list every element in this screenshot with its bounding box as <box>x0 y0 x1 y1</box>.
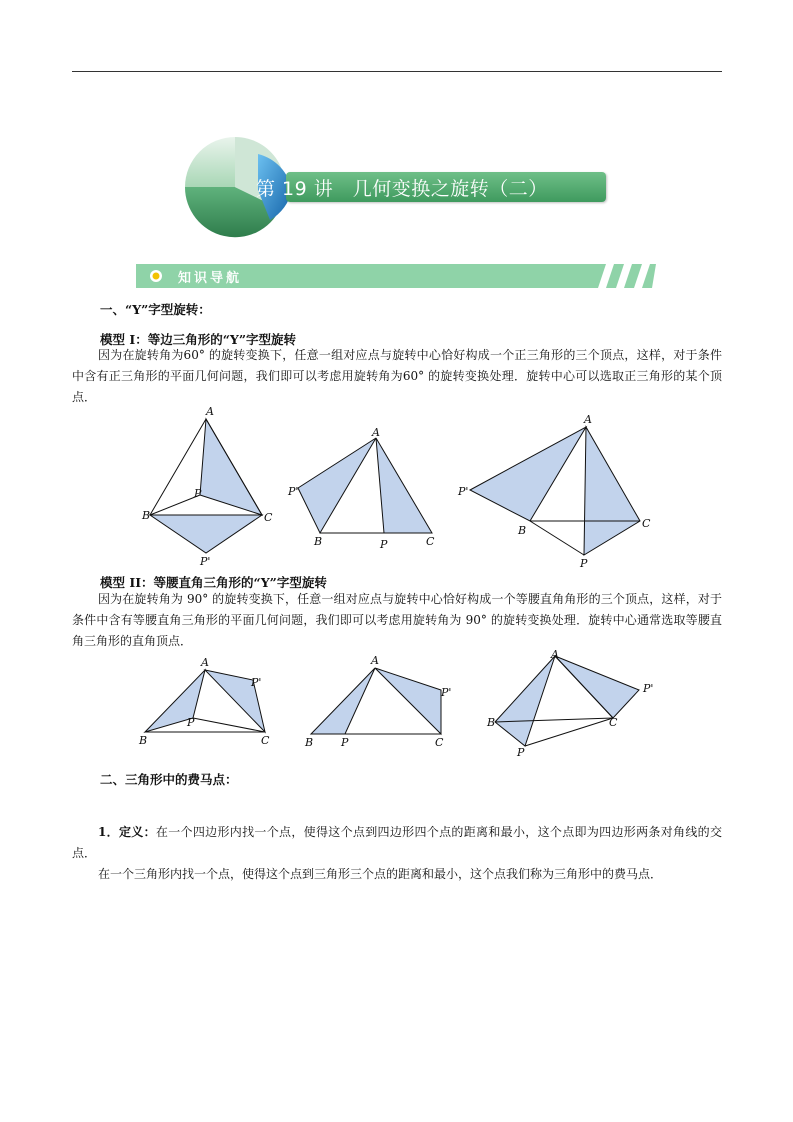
label-B: B <box>518 524 527 537</box>
label-C: C <box>261 734 270 747</box>
label-P: P <box>341 736 349 749</box>
section-title: 知识导航 <box>178 271 243 286</box>
part2-heading: 二、三角形中的费马点： <box>100 772 238 787</box>
model2-text: 因为在旋转角为 90° 的旋转变换下，任意一组对应点与旋转中心恰好构成一个等腰直角角形的三个顶点，这样，对于条件中含有等腰直角三角形的平面几何问题，我们即可以考虑用旋转角为 90° 的旋转变换处理．旋转中心通常选取等腰直角三角形的直角顶点． <box>72 592 722 648</box>
def-text: 在一个四边形内找一个点，使得这个点到四边形四个点的距离和最小，这个点即为四边形两条对角线的交点． <box>72 825 722 860</box>
model1-text: 因为在旋转角为60° 的旋转变换下，任意一组对应点与旋转中心恰好构成一个正三角形的三个顶点，这样，对于条件中含有正三角形的平面几何问题，我们即可以考虑用旋转角为60° 的旋转变换处理．旋转中心可以选取正三角形的某个顶点． <box>72 348 722 404</box>
label-P: P <box>187 716 195 729</box>
model1-figure-3 <box>457 413 651 570</box>
fermat-definition: 1．定义：在一个四边形内找一个点，使得这个点到四边形四个点的距离和最小，这个点即为四边形两条对角线的交点． <box>72 825 722 860</box>
label-Pp: P' <box>288 485 299 498</box>
label-A: A <box>201 656 209 669</box>
def-label: 定义： <box>118 825 156 839</box>
model1-figures <box>140 405 660 570</box>
model2-figure-3 <box>486 650 653 759</box>
chapter-header <box>180 132 610 242</box>
model2-figure-2 <box>304 654 451 749</box>
label-C: C <box>264 511 273 524</box>
label-Pp: P' <box>441 686 452 699</box>
label-B: B <box>487 716 496 729</box>
label-A: A <box>584 413 592 426</box>
label-B: B <box>305 736 314 749</box>
label-B: B <box>314 535 323 548</box>
def-number: 1 <box>98 825 107 839</box>
label-C: C <box>426 535 435 548</box>
fermat-definition-2: 在一个三角形内找一个点，使得这个点到三角形三个点的距离和最小，这个点我们称为三角形中的费马点． <box>98 867 663 881</box>
label-C: C <box>642 517 651 530</box>
model2-heading: 模型 II：等腰直角三角形的“Y”字型旋转 <box>100 575 327 590</box>
model1-heading: 模型 I：等边三角形的“Y”字型旋转 <box>100 332 297 347</box>
label-P: P <box>580 557 588 570</box>
section-banner <box>136 264 656 288</box>
label-Pp: P' <box>643 682 654 695</box>
model1-figure-2 <box>287 426 435 551</box>
label-C: C <box>609 716 618 729</box>
label-A: A <box>551 650 559 661</box>
label-A: A <box>371 654 379 667</box>
label-P: P <box>194 487 202 500</box>
label-Pp: P' <box>251 676 262 689</box>
label-Pp: P' <box>200 555 211 568</box>
label-A: A <box>372 426 380 439</box>
part1-heading: 一、“Y”字型旋转： <box>100 302 211 317</box>
label-P: P <box>517 746 525 759</box>
label-B: B <box>142 509 151 522</box>
model2-figure-1 <box>138 656 270 747</box>
label-A: A <box>206 405 214 418</box>
label-C: C <box>435 736 444 749</box>
label-P: P <box>380 538 388 551</box>
label-Pp: P' <box>458 485 469 498</box>
header-rule <box>72 71 722 72</box>
model2-figures <box>135 650 660 760</box>
model1-figure-1 <box>141 405 273 568</box>
chapter-title: 第 19 讲 几何变换之旋转（二） <box>256 178 548 200</box>
label-B: B <box>139 734 148 747</box>
